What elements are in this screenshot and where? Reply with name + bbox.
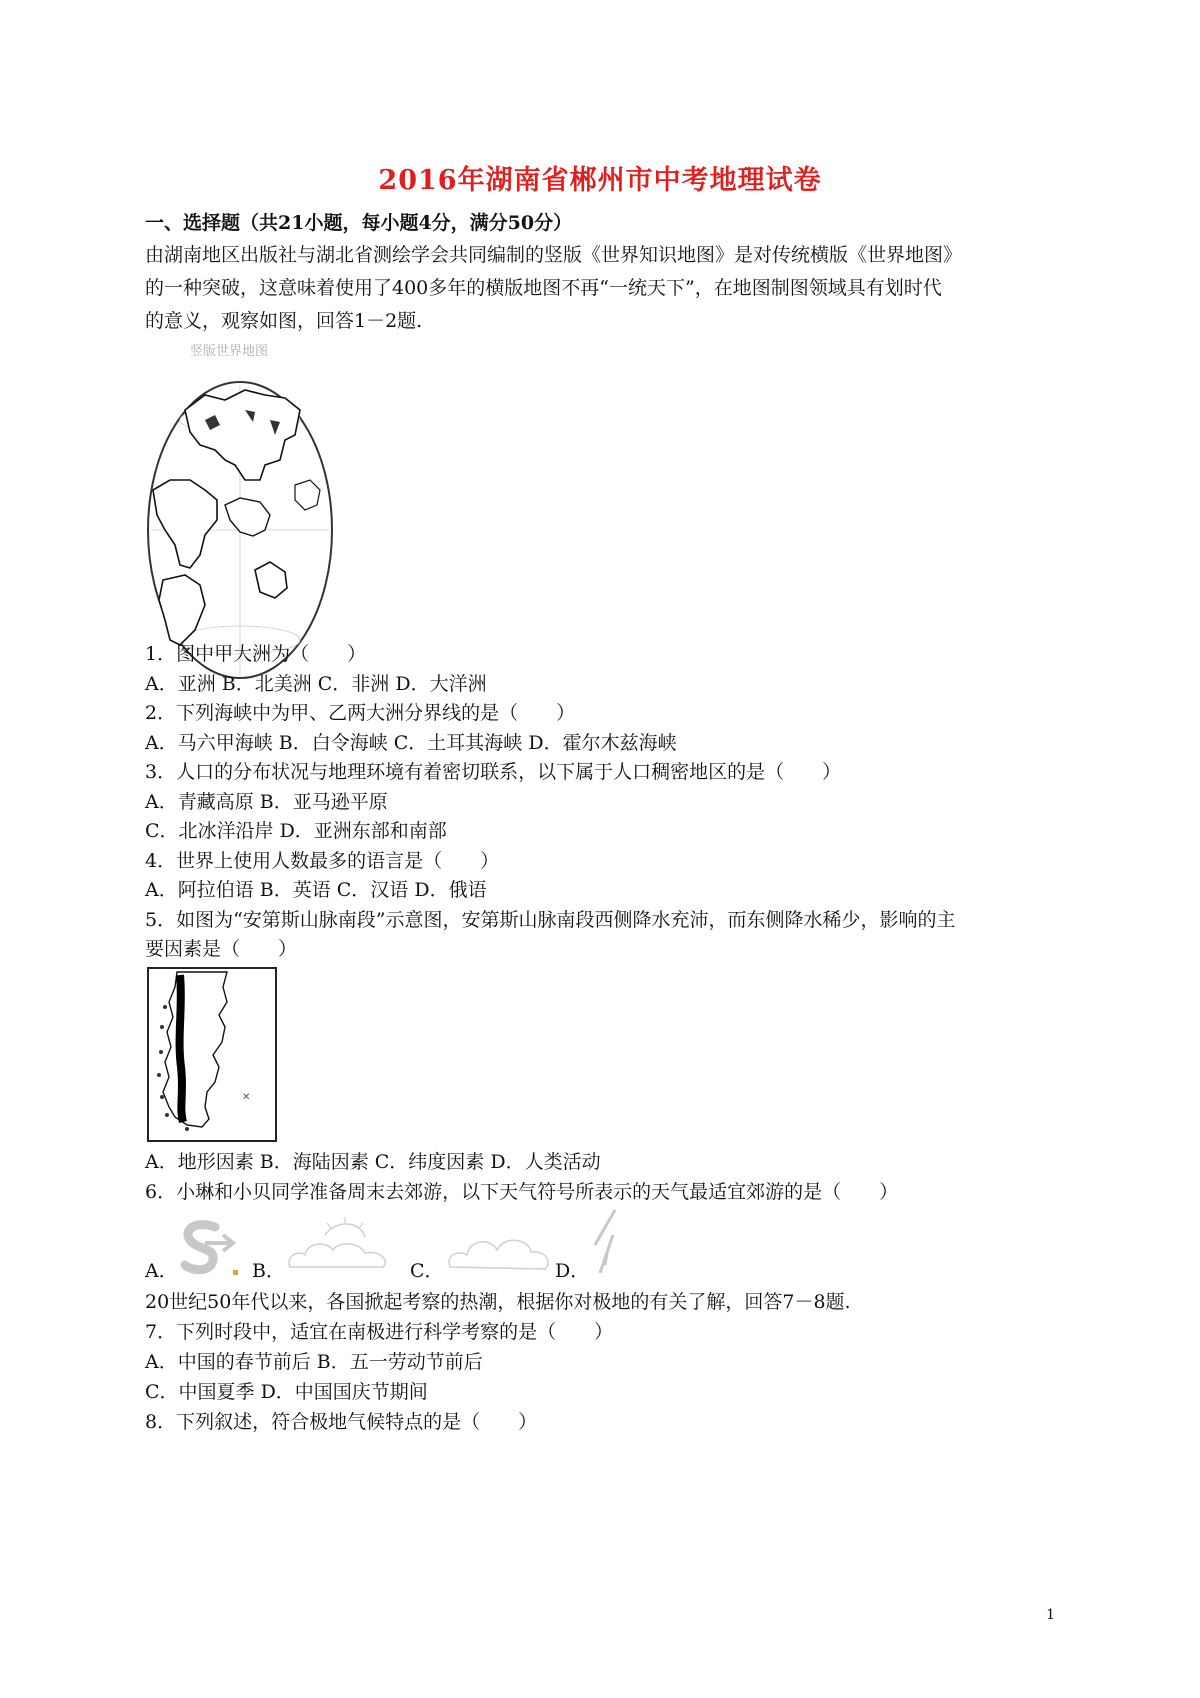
option-b-label: B．: [252, 1260, 285, 1282]
question-line: A．马六甲海峡 B．白令海峡 C．土耳其海峡 D．霍尔木兹海峡: [145, 732, 677, 754]
question-line: A．阿拉伯语 B．英语 C．汉语 D．俄语: [145, 879, 487, 901]
wind-symbol-icon: [175, 1215, 245, 1280]
question-line: A．青藏高原 B．亚马逊平原: [145, 791, 388, 813]
question-line: 3．人口的分布状况与地理环境有着密切联系，以下属于人口稠密地区的是（ ）: [145, 761, 842, 783]
intro-line: 的意义，观察如图，回答1－2题.: [145, 310, 423, 332]
page-title: 2016年湖南省郴州市中考地理试卷: [378, 165, 822, 196]
sunny-cloudy-icon: [285, 1215, 395, 1275]
option-a-label: A．: [145, 1260, 178, 1282]
question-line: C．北冰洋沿岸 D．亚洲东部和南部: [145, 820, 447, 842]
question-line: 5．如图为“安第斯山脉南段”示意图，安第斯山脉南段西侧降水充沛，而东侧降水稀少，影响的主: [145, 909, 956, 931]
intro-line: 的一种突破，这意味着使用了400多年的横版地图不再“一统天下”，在地图制图领域具有划时代: [145, 277, 942, 299]
andes-diagram: [147, 967, 277, 1142]
rain-symbol-icon: [585, 1205, 625, 1280]
page-number: 1: [1046, 1607, 1055, 1623]
question-line: 2．下列海峡中为甲、乙两大洲分界线的是（ ）: [145, 702, 576, 724]
question-line: C．中国夏季 D．中国国庆节期间: [145, 1381, 428, 1403]
intro-line: 20世纪50年代以来，各国掀起考察的热潮，根据你对极地的有关了解，回答7－8题.: [145, 1291, 851, 1313]
option-c-label: C．: [410, 1260, 444, 1282]
map-caption: 竖版世界地图: [190, 344, 269, 359]
section-heading: 一、选择题（共21小题，每小题4分，满分50分）: [145, 212, 573, 234]
question-line: 7．下列时段中，适宜在南极进行科学考察的是（ ）: [145, 1321, 614, 1343]
intro-line: 由湖南地区出版社与湖北省测绘学会共同编制的竖版《世界知识地图》是对传统横版《世界地图》: [145, 244, 963, 266]
svg-text:✕: ✕: [242, 1092, 251, 1103]
question-options: A．地形因素 B．海陆因素 C．纬度因素 D．人类活动: [145, 1151, 601, 1173]
question-line: A．中国的春节前后 B．五一劳动节前后: [145, 1351, 483, 1373]
vertical-world-map: [145, 340, 345, 680]
cloudy-icon: [445, 1222, 555, 1277]
question-line: 8．下列叙述，符合极地气候特点的是（ ）: [145, 1411, 538, 1433]
question-line: A．亚洲 B．北美洲 C．非洲 D．大洋洲: [145, 673, 487, 695]
question-line: 1．图中甲大洲为（ ）: [145, 643, 367, 665]
option-d-label: D．: [555, 1260, 590, 1282]
question-line: 6．小琳和小贝同学准备周末去郊游，以下天气符号所表示的天气最适宜郊游的是（ ）: [145, 1181, 899, 1203]
question-line: 4．世界上使用人数最多的语言是（ ）: [145, 850, 500, 872]
question-line: 要因素是（ ）: [145, 938, 298, 960]
